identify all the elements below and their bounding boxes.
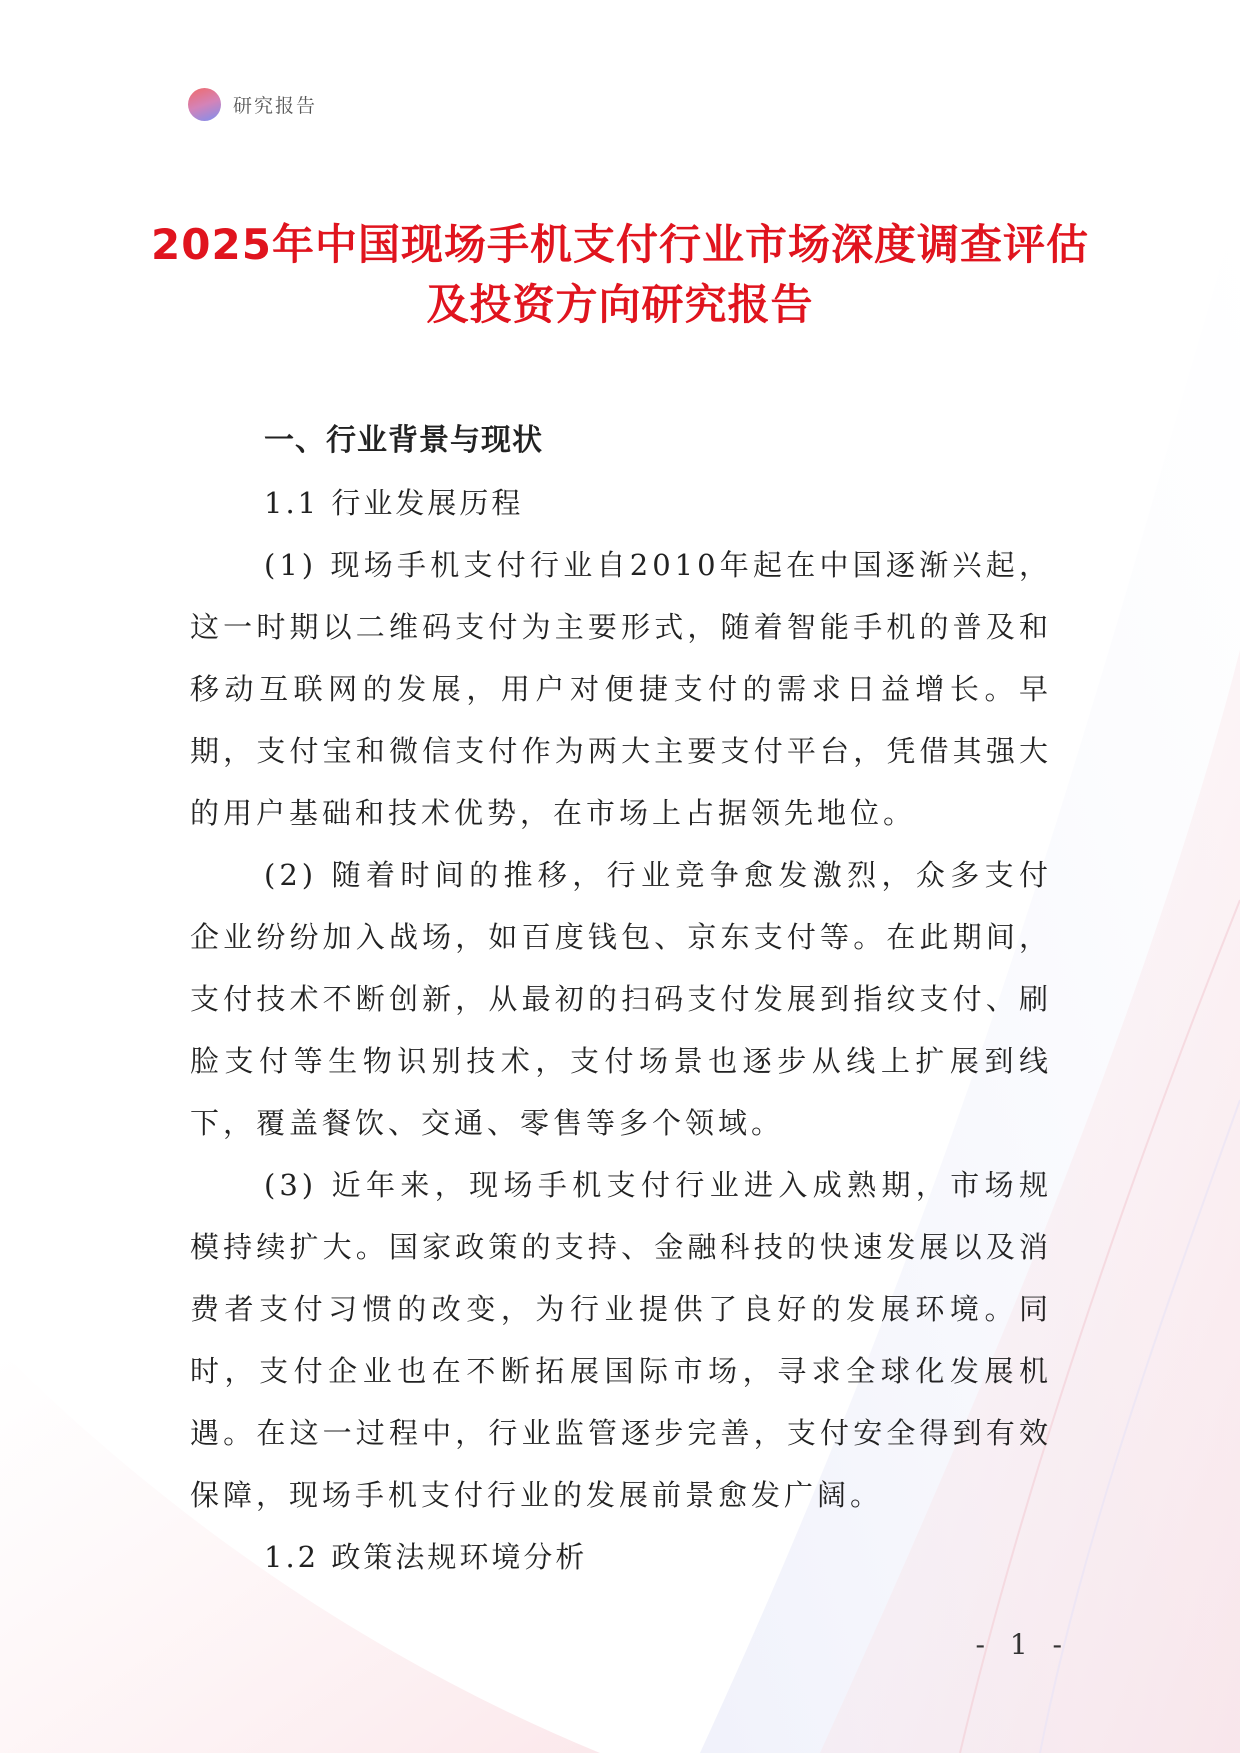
- paragraph: (1) 现场手机支付行业自2010年起在中国逐渐兴起，这一时期以二维码支付为主要形式，随着智能手机的普及和移动互联网的发展，用户对便捷支付的需求日益增长。早期，支付宝和微信支付作为两大主要支付平台，凭借其强大的用户基础和技术优势，在市场上占据领先地位。: [190, 548, 1052, 830]
- document-body: [190, 410, 1052, 1588]
- header-label: 研究报告: [233, 95, 318, 117]
- page-header: [188, 88, 317, 121]
- subsection-heading: 1.1 行业发展历程: [264, 486, 524, 520]
- page-number: - 1 -: [975, 1628, 1070, 1661]
- paragraph: (3) 近年来，现场手机支付行业进入成熟期，市场规模持续扩大。国家政策的支持、金融科技的快速发展以及消费者支付习惯的改变，为行业提供了良好的发展环境。同时，支付企业也在不断拓展国际市场，寻求全球化发展机遇。在这一过程中，行业监管逐步完善，支付安全得到有效保障，现场手机支付行业的发展前景愈发广阔。: [190, 1168, 1052, 1512]
- subsection-heading: 1.2 政策法规环境分析: [264, 1540, 588, 1574]
- section-heading: 一、行业背景与现状: [264, 423, 543, 458]
- paragraph: (2) 随着时间的推移，行业竞争愈发激烈，众多支付企业纷纷加入战场，如百度钱包、京东支付等。在此期间，支付技术不断创新，从最初的扫码支付发展到指纹支付、刷脸支付等生物识别技术，支付场景也逐步从线上扩展到线下，覆盖餐饮、交通、零售等多个领域。: [190, 858, 1052, 1140]
- logo-circle-icon: [188, 88, 221, 121]
- document-title: 2025年中国现场手机支付行业市场深度调查评估及投资方向研究报告: [151, 220, 1089, 329]
